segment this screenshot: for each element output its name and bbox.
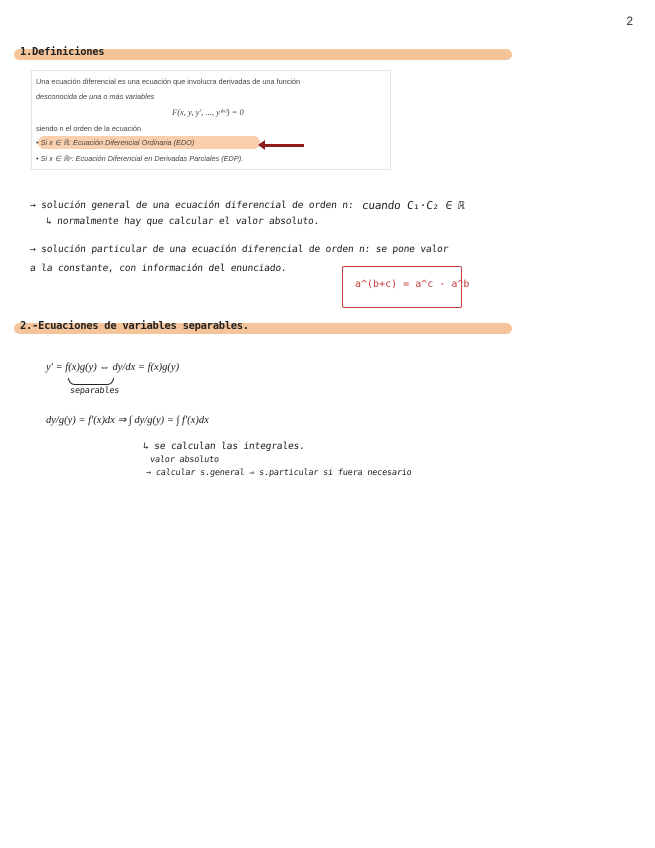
note-particular-constant: a la constante, con información del enunciado. [29, 263, 288, 274]
step-integrals: ↳ se calculan las integrales. [142, 441, 306, 452]
section-header-separable [14, 320, 512, 334]
underbrace [68, 378, 114, 385]
step-general-particular: → calcular s.general ⇒ s.particular si fuera necesario [145, 468, 413, 478]
definition-formula: F(x, y, y′, ..., y⁽ⁿ⁾) = 0 [172, 107, 244, 117]
exponent-identity: a^(b+c) = a^c · a^b [355, 279, 470, 290]
integral-equation: dy/g(y) = f′(x)dx ⇒ ∫ dy/g(y) = ∫ f′(x)dx [46, 415, 209, 426]
note-general-solution: → solución general de una ecuación diferencial de orden n: [29, 200, 354, 211]
red-arrow-icon [264, 144, 304, 147]
bullet-edo: • Si x ∈ ℝ: Ecuación Diferencial Ordinaria (EDO) [36, 138, 195, 147]
definition-line-3: siendo n el orden de la ecuación [36, 124, 142, 133]
separable-equation: y′ = f(x)g(y) ⇔ dy/dx = f(x)g(y) [46, 362, 180, 373]
definition-line-1: Una ecuación diferencial es una ecuación que involucra derivadas de una función [36, 77, 301, 86]
note-general-condition: cuando C₁·C₂ ∈ ℝ [361, 199, 466, 212]
exponent-identity-box [342, 266, 470, 308]
step-absolute-value: valor absoluto [149, 455, 220, 465]
note-particular-solution: → solución particular de una ecuación diferencial de orden n: se pone valor [29, 244, 449, 255]
page-number: 2 [626, 14, 633, 28]
bullet-edp: • Si x ∈ ℝⁿ: Ecuación Diferencial en Derivadas Parciales (EDP). [36, 154, 244, 163]
separable-label: separables [69, 386, 120, 396]
section-title: 1.Definiciones [20, 46, 105, 58]
definition-box [31, 70, 391, 170]
definition-line-2: desconocida de una o más variables [36, 92, 155, 101]
note-absolute-value: ↳ normalmente hay que calcular el valor absoluto. [45, 216, 320, 227]
section-header-definitions [14, 46, 512, 60]
section-title: 2.-Ecuaciones de variables separables. [20, 320, 249, 332]
